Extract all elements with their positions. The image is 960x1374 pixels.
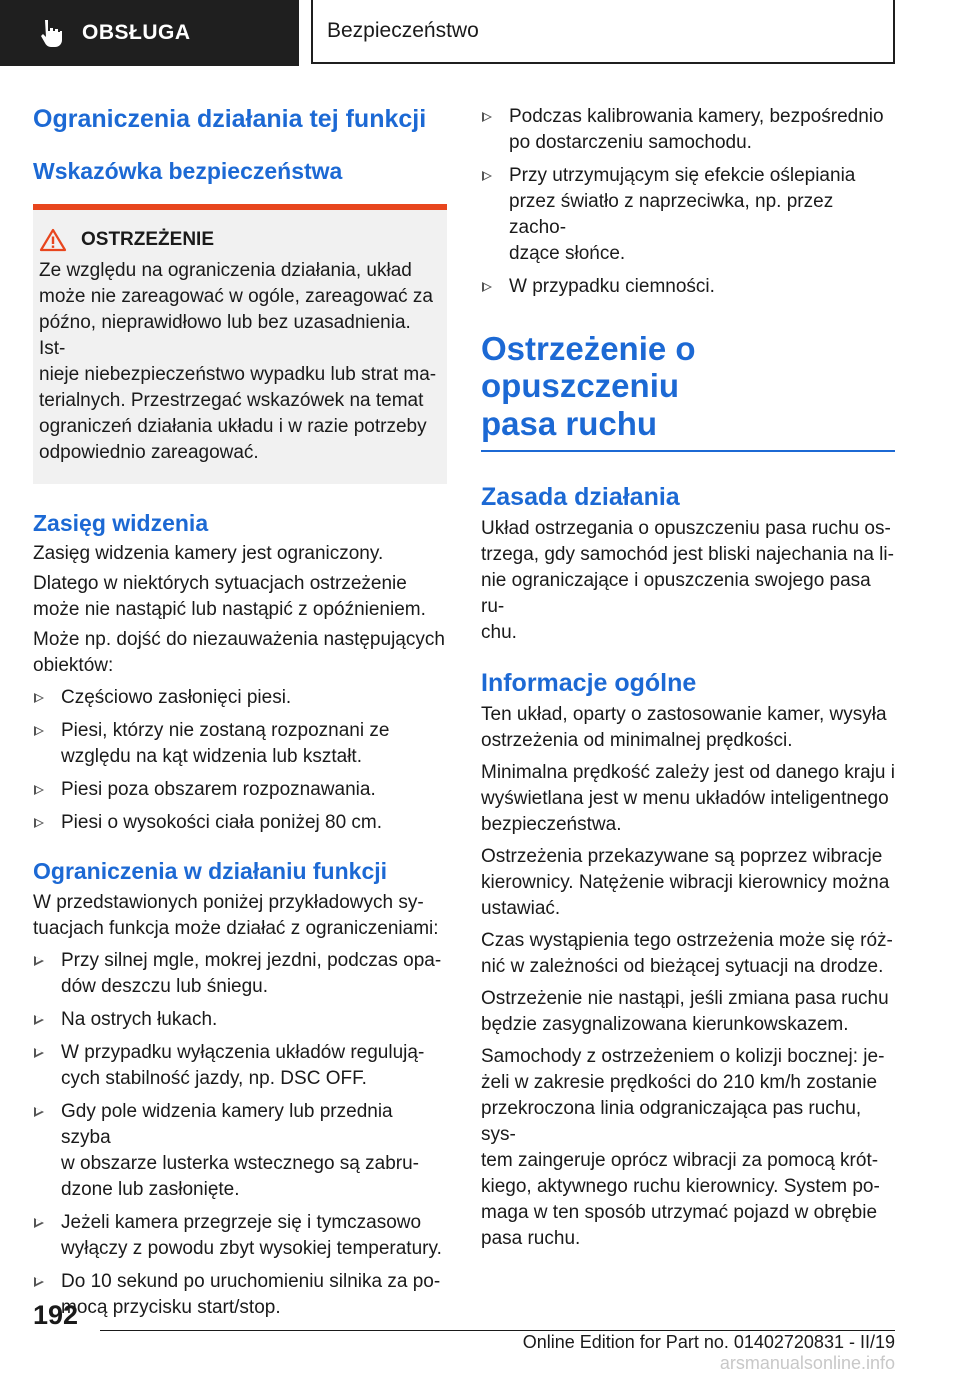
general-para-2: Minimalna prędkość zależy jest od danego kraju i wyświetlana jest w menu układów inteligentnego bezpieczeństwa.: [481, 761, 895, 835]
warning-triangle-icon: [39, 228, 67, 252]
bullet-triangle-icon: [34, 1218, 44, 1228]
right-column: [481, 96, 895, 1252]
bullet-triangle-icon: [482, 112, 492, 122]
footer-rule: [100, 1330, 895, 1331]
section-label: OBSŁUGA: [82, 21, 191, 44]
general-para-1: Ten układ, oparty o zastosowanie kamer, wysyła ostrzeżenia od minimalnej prędkości.: [481, 703, 887, 751]
list-item: Przy silnej mgle, mokrej jezdni, podczas opa- dów deszczu lub śniegu.: [33, 948, 447, 1000]
chapter-title: Bezpieczeństwo: [327, 19, 479, 42]
watermark-text: arsmanualsonline.info: [719, 1353, 895, 1373]
edition-text: Online Edition for Part no. 01402720831 - II/19: [522, 1332, 895, 1352]
list-item: Przy utrzymującym się efekcie oślepiania przez światło z naprzeciwka, np. przez zacho- dzące słońce.: [481, 163, 895, 267]
bullet-triangle-icon: [34, 1107, 44, 1117]
bullet-triangle-icon: [34, 785, 44, 795]
heading-safety: Wskazówka bezpieczeństwa: [33, 158, 343, 184]
list-item: Jeżeli kamera przegrzeje się i tymczasowo wyłączy z powodu zbyt wysokiej temperatury.: [33, 1210, 447, 1262]
heading-limits: Ograniczenia działania tej funkcji: [33, 105, 427, 133]
general-para-4: Czas wystąpienia tego ostrzeżenia może się róż- nić w zależności od bieżącej sytuacji na drodze.: [481, 929, 893, 977]
list-item: W przypadku ciemności.: [481, 274, 895, 300]
bullet-triangle-icon: [34, 818, 44, 828]
warning-title: OSTRZEŻENIE: [81, 228, 215, 250]
left-column: [33, 96, 447, 1321]
bullet-triangle-icon: [34, 1015, 44, 1025]
list-item: Piesi poza obszarem rozpoznawania.: [33, 777, 447, 803]
page-header: [0, 0, 960, 66]
heading-range: Zasięg widzenia: [33, 509, 209, 536]
bullet-triangle-icon: [34, 726, 44, 736]
heading-function-limits: Ograniczenia w działaniu funkcji: [33, 858, 388, 885]
range-para-3: Może np. dojść do niezauważenia następujących obiektów:: [33, 629, 445, 677]
heading-principle: Zasada działania: [481, 482, 680, 511]
hand-pointer-icon: [36, 18, 66, 48]
page-number: 192: [33, 1300, 79, 1330]
bullet-triangle-icon: [482, 171, 492, 181]
function-para: W przedstawionych poniżej przykładowych sy- tuacjach funkcja może działać z ograniczeniami:: [33, 891, 439, 939]
bullet-triangle-icon: [482, 282, 492, 292]
general-para-3: Ostrzeżenia przekazywane są poprzez wibracje kierownicy. Natężenie wibracji kierownicy można ustawiać.: [481, 845, 890, 919]
general-para-6: Samochody z ostrzeżeniem o kolizji bocznej: je- żeli w zakresie prędkości do 210 km/h zostanie przekroczona linia odgraniczająca pas ruchu, sys- tem zaingeruje oprócz wibracji za pomocą krót- kiego, aktywnego ruchu kierownicy. System po- maga w ten sposób utrzymać pojazd w obrębie pasa ruchu.: [481, 1045, 885, 1249]
camera-list: [481, 104, 895, 300]
list-item: Częściowo zasłonięci piesi.: [33, 685, 447, 711]
bullet-triangle-icon: [34, 956, 44, 966]
chapter-tab: [311, 0, 895, 64]
bullet-triangle-icon: [34, 1277, 44, 1287]
footer-edition: [500, 1332, 895, 1374]
section-tab: [0, 0, 299, 66]
heading-rule: [481, 450, 895, 452]
heading-lane-departure: Ostrzeżenie o opuszczeniu pasa ruchu: [481, 330, 696, 442]
warning-text: Ze względu na ograniczenia działania, układ może nie zareagować w ogóle, zareagować za późno, nieprawidłowo lub bez uzasadnienia. Ist- nieje niebezpieczeństwo wypadku lub strat ma- terialnych. Przestrzegać wskazówek na temat ograniczeń działania układu i w razie potrzeby odpowiednio zareagować.: [39, 259, 437, 463]
list-item: W przypadku wyłączenia układów regulują- cych stabilność jazdy, np. DSC OFF.: [33, 1040, 447, 1092]
heading-general: Informacje ogólne: [481, 668, 697, 697]
list-item: Piesi o wysokości ciała poniżej 80 cm.: [33, 810, 447, 836]
warning-box: [33, 204, 447, 484]
list-item: Na ostrych łukach.: [33, 1007, 447, 1033]
function-list: [33, 948, 447, 1321]
range-para-2: Dlatego w niektórych sytuacjach ostrzeżenie może nie nastąpić lub nastąpić z opóźnieniem.: [33, 573, 426, 621]
list-item: Gdy pole widzenia kamery lub przednia szyba w obszarze lusterka wstecznego są zabru- dzone lub zasłonięte.: [33, 1099, 447, 1203]
principle-para: Układ ostrzegania o opuszczeniu pasa ruchu os- trzega, gdy samochód jest bliski najechania na li- nie ograniczające i opuszczenia swojego pasa ru- chu.: [481, 517, 894, 643]
general-para-5: Ostrzeżenie nie nastąpi, jeśli zmiana pasa ruchu będzie zasygnalizowana kierunkowskazem.: [481, 987, 889, 1035]
range-para-1: Zasięg widzenia kamery jest ograniczony.: [33, 543, 384, 565]
warning-title-row: [39, 228, 439, 252]
list-item: Piesi, którzy nie zostaną rozpoznani ze względu na kąt widzenia lub kształt.: [33, 718, 447, 770]
bullet-triangle-icon: [34, 1048, 44, 1058]
list-item: Do 10 sekund po uruchomieniu silnika za po- mocą przycisku start/stop.: [33, 1269, 447, 1321]
list-item: Podczas kalibrowania kamery, bezpośrednio po dostarczeniu samochodu.: [481, 104, 895, 156]
range-list: [33, 685, 447, 836]
bullet-triangle-icon: [34, 693, 44, 703]
